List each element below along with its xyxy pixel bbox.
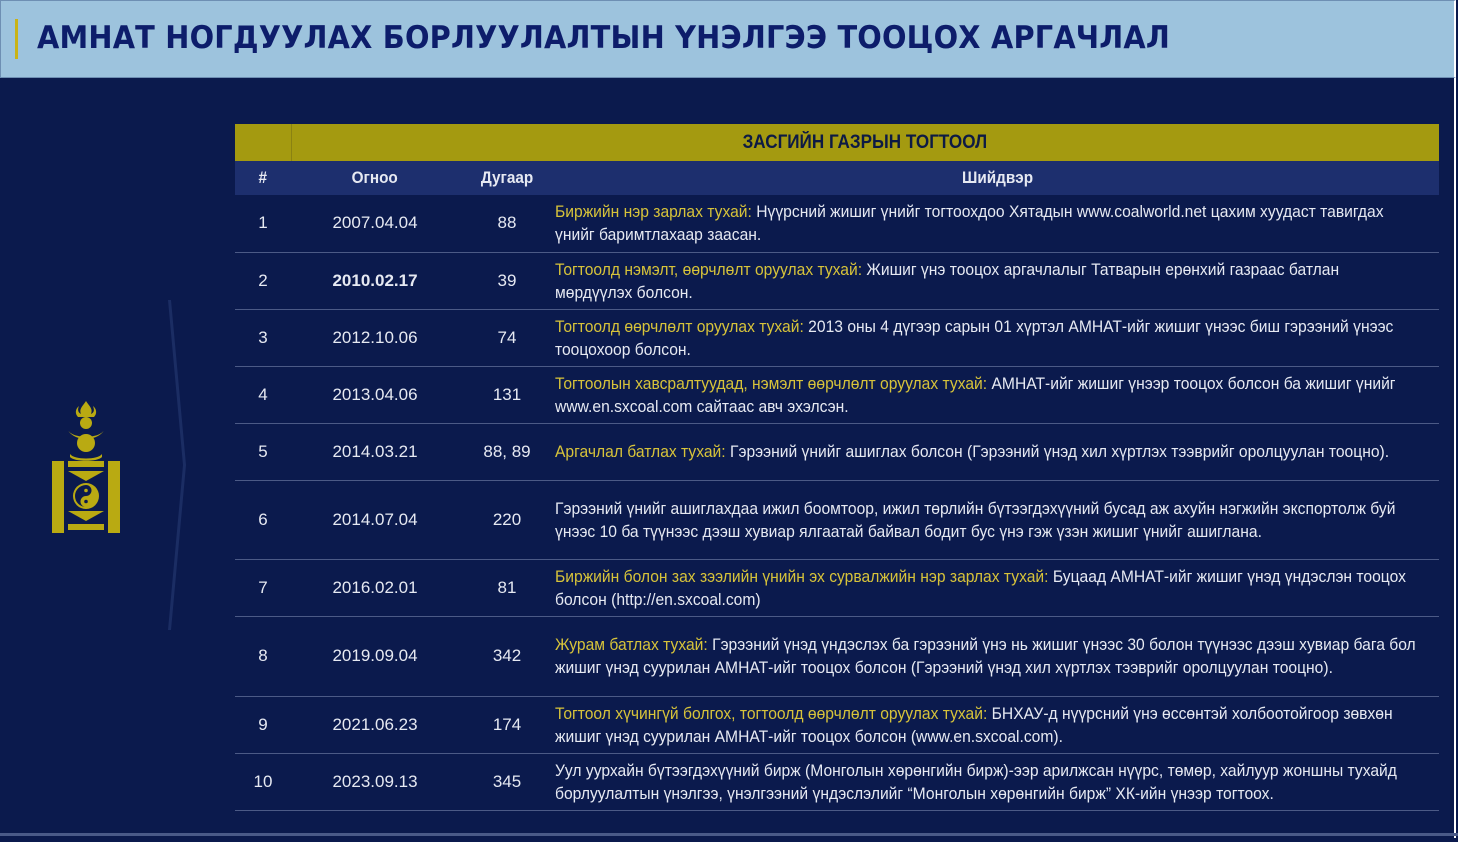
row-desc-text: Буцаад АМНАТ-ийг жишиг үнэд үндэслэн тооцох болсон (http://en.sxcoal.com) [555,566,1406,609]
table-row [235,195,1439,252]
row-date: 2010.02.17 [291,252,459,309]
row-date: 2014.07.04 [291,480,459,559]
page-title: АМНАТ НОГДУУЛАХ БОРЛУУЛАЛТЫН ҮНЭЛГЭЭ ТООЦОХ АРГАЧЛАЛ [37,20,1171,56]
right-border [1454,78,1456,838]
row-desc-title: Тогтоол хүчингүй болгох, тогтоолд өөрчлөлт оруулах тухай: [555,703,988,723]
row-desc-title: Журам батлах тухай: [555,635,708,654]
row-num: 7 [235,559,291,616]
row-number: 74 [459,309,555,366]
section-title: ЗАСГИЙН ГАЗРЫН ТОГТООЛ [291,124,1439,161]
divider-arrow [168,300,186,630]
bottom-border [0,833,1458,836]
row-desc-text: Гэрээний үнийг ашиглах болсон (Гэрээний үнэд хил хүртлэх тээврийг оролцуулан тооцно). [725,442,1390,461]
row-num: 4 [235,366,291,423]
table-row [235,252,1439,309]
row-desc-title: Тогтоолд нэмэлт, өөрчлөлт оруулах тухай: [555,259,863,279]
table-row [235,616,1439,696]
row-desc-text: АМНАТ-ийг жишиг үнээр тооцох болсон ба жишиг үнийг www.en.sxcoal.com сайтаас авч эхэлсэн. [555,373,1396,416]
table-row [235,366,1439,423]
table-row [235,753,1439,810]
row-date: 2021.06.23 [291,696,459,753]
row-num: 1 [235,195,291,252]
row-desc-text: Гэрээний үнийг ашиглахдаа ижил боомтоор, ижил төрлийн бүтээгдэхүүний бусад аж ахуйн нэгжийн экспортолж буй үнээс 10 ба түүнээс дээш хувиар ялгаатай байвал бодит бус үнэ гэж үзэн жишиг үнийг ашиглана. [555,498,1396,541]
row-desc [555,559,1439,616]
row-number: 81 [459,559,555,616]
row-number: 342 [459,616,555,696]
row-number: 174 [459,696,555,753]
row-desc-text: 2013 оны 4 дүгээр сарын 01 хүртэл АМНАТ-ийг жишиг үнээс биш гэрээний үнээс тооцохоор болсон. [555,316,1394,359]
table-row [235,559,1439,616]
row-desc-title: Биржийн болон зах зээлийн үнийн эх сурвалжийн нэр зарлах тухай: [555,566,1049,586]
row-date: 2013.04.06 [291,366,459,423]
row-desc-text: Жишиг үнэ тооцох аргачлалыг Татварын ерөнхий газраас батлан мөрдүүлэх болсон. [555,259,1340,302]
row-number: 88 [459,195,555,252]
table-row [235,696,1439,753]
row-desc [555,195,1439,252]
row-desc [555,423,1439,480]
col-desc: Шийдвэр [555,161,1439,195]
row-number: 131 [459,366,555,423]
row-num: 2 [235,252,291,309]
row-desc-text: Гэрээний үнэд үндэслэх ба гэрээний үнэ нь жишиг үнээс 30 болон түүнээс дээш хувиар бага бол жишиг үнэд суурилан АМНАТ-ийг тооцох болсон (Гэрээний үнэд хил хүртлэх тээврийг оролцуулан тооцно). [555,635,1416,677]
row-number: 39 [459,252,555,309]
row-date: 2007.04.04 [291,195,459,252]
col-number: Дугаар [459,161,555,195]
table-row [235,309,1439,366]
row-num: 3 [235,309,291,366]
row-num: 8 [235,616,291,696]
row-desc [555,480,1439,559]
row-desc-title: Аргачлал батлах тухай: [555,442,726,461]
row-desc [555,696,1439,753]
row-desc-text: БНХАУ-д нүүрсний үнэ өссөнтэй холбоотойгоор зөвхөн жишиг үнэд суурилан АМНАТ-ийг тооцох болсон (www.en.sxcoal.com). [555,703,1393,746]
row-desc-title: Тогтоолын хавсралтуудад, нэмэлт өөрчлөлт оруулах тухай: [555,373,988,393]
column-header-row [235,161,1439,195]
col-num: # [235,161,291,195]
row-desc [555,309,1439,366]
row-desc-text: Уул уурхайн бүтээгдэхүүний бирж (Монголын хөрөнгийн бирж)-ээр арилжсан нүүрс, төмөр, хайлуур жоншны тухайд борлуулалтын үнэлгээ, үнэлгээний үндэслэлийг “Монголын хөрөнгийн бирж” ХК-ийн үнээр тогтоох. [555,760,1397,803]
row-date: 2019.09.04 [291,616,459,696]
row-date: 2016.02.01 [291,559,459,616]
row-number: 88, 89 [459,423,555,480]
row-date: 2023.09.13 [291,753,459,810]
row-number: 220 [459,480,555,559]
row-number: 345 [459,753,555,810]
row-desc-title: Биржийн нэр зарлах тухай: [555,202,752,222]
table-row [235,480,1439,559]
row-desc-title: Тогтоолд өөрчлөлт оруулах тухай: [555,316,804,336]
soyombo-icon [52,399,120,535]
row-num: 5 [235,423,291,480]
col-date: Огноо [291,161,459,195]
header [0,0,1456,78]
header-accent-bar [15,19,18,59]
row-date: 2014.03.21 [291,423,459,480]
row-desc [555,616,1439,696]
row-desc [555,366,1439,423]
resolutions-table [235,124,1439,811]
row-date: 2012.10.06 [291,309,459,366]
row-desc [555,252,1439,309]
row-num: 6 [235,480,291,559]
row-num: 9 [235,696,291,753]
table-row [235,423,1439,480]
row-num: 10 [235,753,291,810]
row-desc [555,753,1439,810]
row-desc-text: Нүүрсний жишиг үнийг тогтоохдоо Хятадын www.coalworld.net цахим хуудаст тавигдах үнийг баримтлахаар заасан. [555,202,1384,245]
section-header-row [235,124,1439,161]
